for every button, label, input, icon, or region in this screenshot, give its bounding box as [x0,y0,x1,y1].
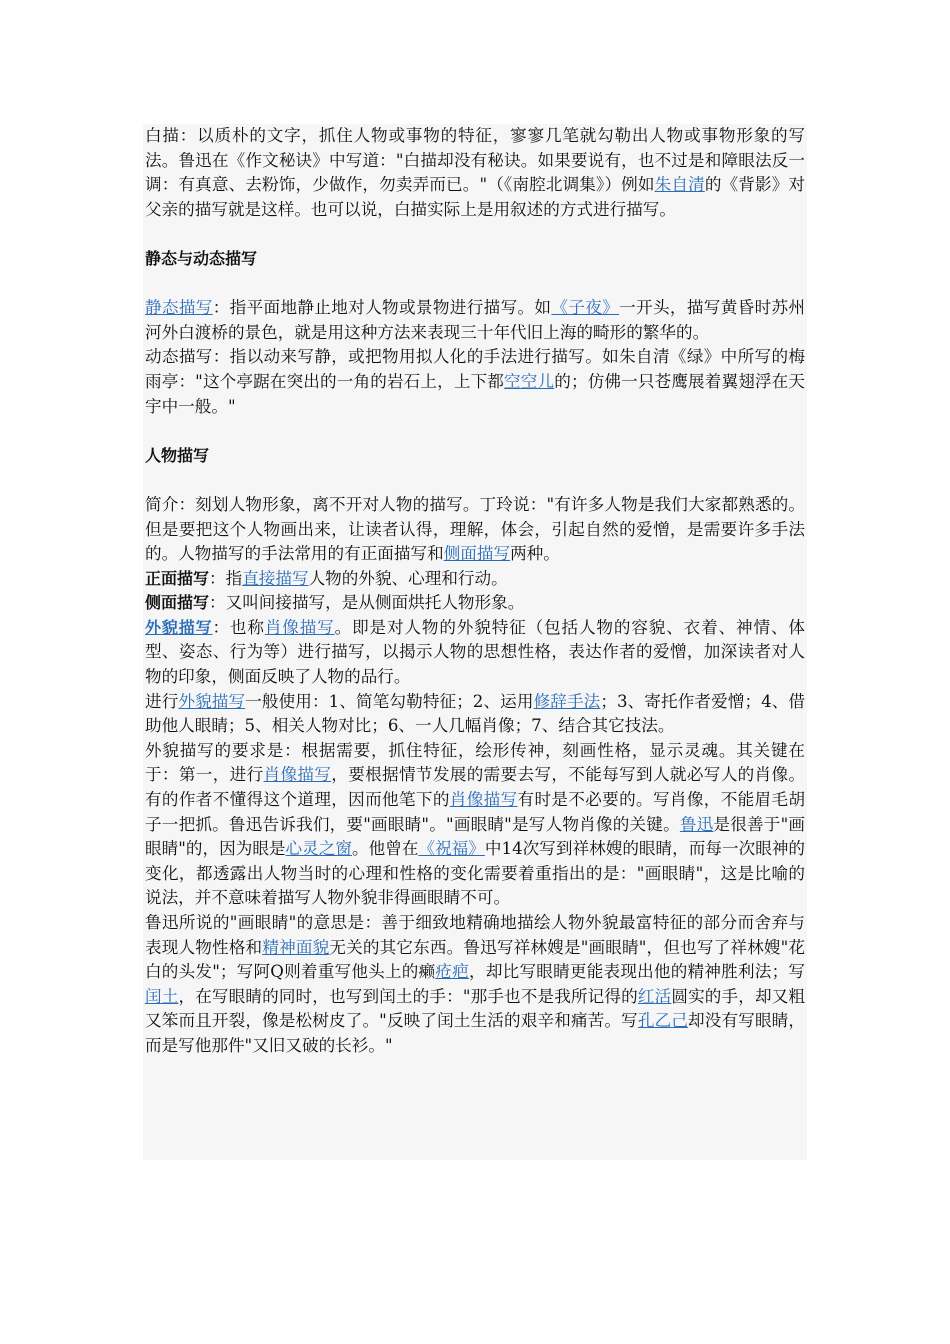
text: 中14次写到祥林嫂的眼睛，而每一次眼神的变化，都透露出人物当时的心理和性格的变化需要着重指出的是："画眼睛"，这是比喻的说法，并不意味着描写人物外貌非得画眼睛不可。 [145,839,806,908]
heading-character: 人物描写 [145,445,210,465]
paragraph-front [145,567,805,592]
text: 。即是对人物的外貌特征（包括人物的容貌、衣着、神情、体型、姿态、行为等）进行描写，以揭示人物的思想性格，表达作者的爱憎，加深读者对人物的印象，侧面反映了人物的品行。 [145,617,805,687]
text: ：又叫间接描写，是从侧面烘托人物形象。 [209,593,525,613]
text: ，在写眼睛的同时，也写到闰土的手："那手也不是我所记得的 [178,986,638,1006]
link-scar[interactable]: 疮疤 [435,962,470,982]
link-zhu-ziqing[interactable]: 朱自清 [654,175,705,195]
paragraph-baimiao [145,124,805,222]
text: 进行 [145,691,179,711]
paragraph-side [145,591,805,616]
text: ：指 [209,568,243,588]
link-static-description[interactable]: 静态描写 [145,298,213,318]
text: 的；仿佛一只苍鹰展着翼翅浮在天宇中一般。" [145,371,806,416]
paragraph-static [145,296,805,345]
text: 简介：刻划人物形象，离不开对人物的描写。丁玲说："有许多人物是我们大家都熟悉的。但是要把这个人物画出来，让读者认得，理解，体会，引起自然的爱憎，是需要许多手法的。人物描写的手法常用的有正面描写和 [145,494,805,564]
link-portrait-description[interactable]: 肖像描写 [264,617,335,637]
text: 无关的其它东西。鲁迅写祥林嫂是"画眼睛"，但也写了祥林嫂"花白的头发"；写阿Q则着重写他头上的癞 [145,937,806,982]
text: 外貌描写的要求是：根据需要，抓住特征，绘形传神，刻画性格，显示灵魂。其关键在于：第一，进行 [145,740,805,785]
text: 两种。 [510,544,560,564]
document-page [143,124,807,1160]
text: 有时是不必要的。写肖像，不能眉毛胡子一把抓。鲁迅告诉我们，要"画眼睛"。"画眼睛"是写人物肖像的关键。 [145,790,806,834]
link-portrait-description-2[interactable]: 肖像描写 [263,765,332,785]
label-side: 侧面描写 [145,593,210,613]
text: 的《背影》对父亲的描写就是这样。也可以说，白描实际上是用叙述的方式进行描写。 [145,175,806,219]
link-honghuo[interactable]: 红活 [637,986,672,1006]
label-front: 正面描写 [145,568,210,588]
paragraph-appearance [145,616,805,690]
link-kong-yiji[interactable]: 孔乙己 [637,1011,689,1031]
text: 却没有写眼睛，而是写他那件"又旧又破的长衫。" [145,1011,806,1055]
text: 。他曾在 [352,839,419,859]
text: ；3、寄托作者爱憎；4、借助他人眼睛；5、相关人物对比；6、一人几幅肖像；7、结合其它技法。 [145,691,806,736]
text: ：指平面地静止地对人物或景物进行描写。如 [212,298,552,318]
text: 人物的外貌、心理和行动。 [308,568,508,588]
link-side-description[interactable]: 侧面描写 [443,544,511,564]
text: 圆实的手，却又粗又笨而且开裂，像是松树皮了。"反映了闰土生活的艰辛和痛苦。写 [145,986,806,1031]
link-zhufu[interactable]: 《祝福》 [418,839,485,859]
text: 一开头，描写黄昏时苏州河外白渡桥的景色，就是用这种方法来表现三十年代旧上海的畸形的繁华的。 [145,298,806,342]
text: 动态描写：指以动来写静，或把物用拟人化的手法进行描写。如朱自清《绿》中所写的梅雨亭："这个亭踞在突出的一角的岩石上，上下都 [145,347,805,391]
text: ：也称 [212,617,265,637]
text: 白描：以质朴的文字，抓住人物或事物的特征，寥寥几笔就勾勒出人物或事物形象的写法。鲁迅在《作文秘诀》中写道："白描却没有秘诀。如果要说有，也不过是和障眼法反一调：有真意、去粉饰，少做作，勿卖弄而已。"（《南腔北调集》）例如 [145,126,805,195]
link-appearance-description[interactable]: 外貌描写 [178,691,246,711]
text: 鲁迅所说的"画眼睛"的意思是：善于细致地精确地描绘人物外貌最富特征的部分而舍弃与表现人物性格和 [145,913,805,957]
link-appearance-label[interactable]: 外貌描写 [145,617,213,637]
heading-static-dynamic: 静态与动态描写 [145,248,258,268]
link-rhetoric[interactable]: 修辞手法 [533,691,601,711]
paragraph-usage [145,690,805,739]
link-portrait-description-3[interactable]: 肖像描写 [449,790,518,810]
link-spirit[interactable]: 精神面貌 [262,937,330,957]
link-window-of-soul[interactable]: 心灵之窗 [285,839,352,859]
link-ziye[interactable]: 《子夜》 [551,298,620,318]
link-runtu[interactable]: 闰土 [145,986,179,1006]
paragraph-intro [145,493,805,567]
text: 是很善于"画眼睛"的，因为眼是 [145,814,805,859]
link-direct-description[interactable]: 直接描写 [242,568,309,588]
text: ，却比写眼睛更能表现出他的精神胜利法；写 [469,962,805,982]
paragraph-dynamic [145,345,805,419]
paragraph-luxun-eyes [145,911,805,1059]
text: 一般使用：1、简笔勾勒特征；2、运用 [245,691,534,711]
link-kongkonger[interactable]: 空空儿 [504,371,555,391]
text: ，要根据情节发展的需要去写，不能每写到人就必写人的肖像。有的作者不懂得这个道理，因而他笔下的 [145,765,806,810]
link-luxun[interactable]: 鲁迅 [679,814,714,834]
paragraph-requirements [145,739,805,911]
